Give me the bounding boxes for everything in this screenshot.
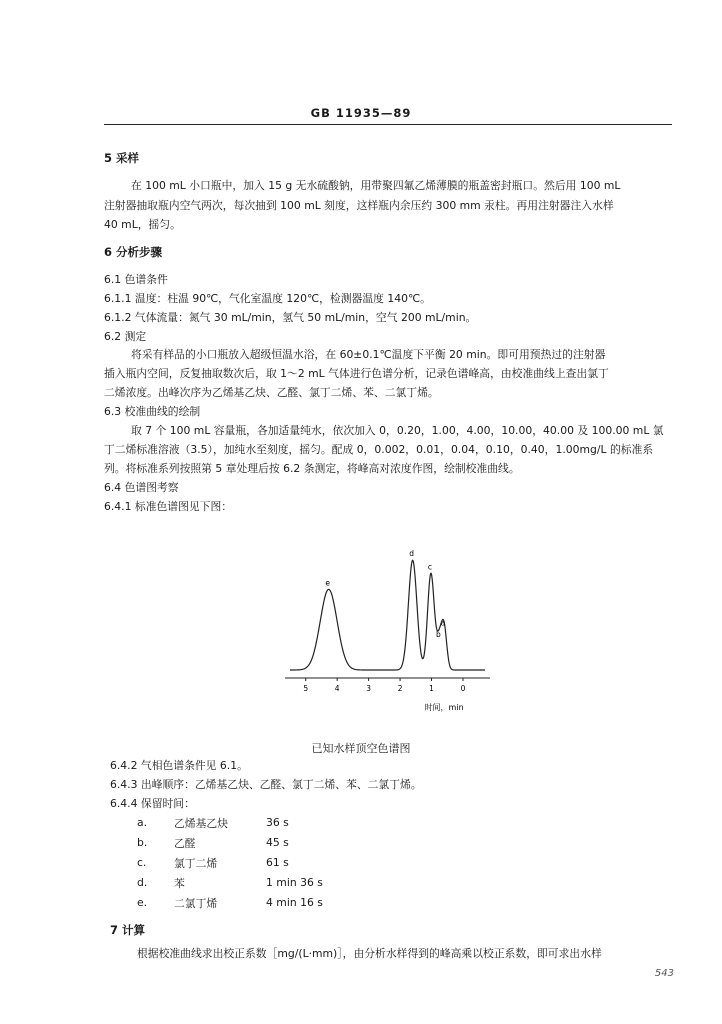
retention-compound: 氯丁二烯: [174, 857, 218, 870]
retention-compound: 乙烯基乙炔: [174, 817, 228, 830]
sec-6-3: 6.3 校准曲线的绘制: [104, 405, 201, 418]
retention-time: 61 s: [266, 856, 289, 869]
chromatogram-chart: [280, 540, 495, 720]
sec-6-4-3: 6.4.3 出峰顺序：乙烯基乙炔、乙醛、氯丁二烯、苯、二氯丁烯。: [110, 778, 422, 791]
sec-6-4-2: 6.4.2 气相色谱条件见 6.1。: [110, 759, 248, 772]
retention-time: 1 min 36 s: [266, 876, 323, 889]
x-axis-label: 时间，min: [424, 703, 464, 712]
sec-6-1-1: 6.1.1 温度：柱温 90℃，气化室温度 120℃，检测器温度 140℃。: [104, 292, 431, 305]
sec-6-2: 6.2 测定: [104, 330, 147, 343]
x-tick-label: 4: [334, 684, 340, 693]
sec-6-3-line-2: 丁二烯标准溶液（3.5），加纯水至刻度，摇匀。配成 0，0.002，0.01，0.04，0.10，0.40，1.00mg/L 的标准系: [104, 443, 654, 456]
retention-time: 36 s: [266, 816, 289, 829]
chromatogram-trace: [290, 560, 485, 670]
sec-6-4-4: 6.4.4 保留时间：: [110, 797, 195, 810]
sec5-line-1: 在 100 mL 小口瓶中，加入 15 g 无水硫酸钠，用带聚四氟乙烯薄膜的瓶盖密封瓶口。然后用 100 mL: [131, 179, 621, 192]
peak-label: a: [440, 618, 446, 628]
sec-6-1-2: 6.1.2 气体流量：氮气 30 mL/min，氢气 50 mL/min，空气 200 mL/min。: [104, 311, 477, 324]
x-tick-label: 0: [460, 684, 466, 693]
retention-time: 45 s: [266, 836, 289, 849]
peak-label: d: [409, 549, 415, 559]
peak-label: b: [436, 629, 441, 639]
sec-6-2-line-3: 二烯浓度。出峰次序为乙烯基乙炔、乙醛、氯丁二烯、苯、二氯丁烯。: [104, 386, 439, 399]
retention-compound: 苯: [174, 877, 185, 890]
x-tick-label: 5: [303, 684, 309, 693]
sec-6-3-line-1: 取 7 个 100 mL 容量瓶，各加适量纯水，依次加入 0，0.20，1.00，4.00，10.00，40.00 及 100.00 mL 氯: [131, 424, 664, 437]
x-tick-label: 3: [366, 684, 372, 693]
sec-6-4: 6.4 色谱图考察: [104, 481, 179, 494]
chart-caption: 已知水样顶空色谱图: [311, 742, 411, 755]
sec-6-2-line-1: 将采有样品的小口瓶放入超级恒温水浴，在 60±0.1℃温度下平衡 20 min。即可用预热过的注射器: [131, 348, 606, 361]
sec-6-1: 6.1 色谱条件: [104, 273, 168, 286]
retention-letter: d.: [137, 876, 148, 889]
x-tick-label: 2: [397, 684, 403, 693]
retention-compound: 二氯丁烯: [174, 897, 218, 910]
retention-letter: c.: [137, 856, 147, 869]
sec-6-4-1: 6.4.1 标准色谱图见下图：: [104, 500, 233, 513]
x-tick-label: 1: [429, 684, 434, 693]
sec5-line-3: 40 mL，摇匀。: [104, 218, 181, 231]
sec-6-2-line-2: 插入瓶内空间，反复抽取数次后，取 1～2 mL 气体进行色谱分析，记录色谱峰高，由校准曲线上查出氯丁: [104, 367, 609, 380]
page-header: GB 11935—89: [310, 106, 412, 120]
page-number: 543: [654, 968, 674, 979]
retention-compound: 乙醛: [174, 837, 196, 850]
peak-label: e: [325, 578, 330, 588]
sec-7-line: 根据校准曲线求出校正系数［mg/(L·mm)］，由分析水样得到的峰高乘以校正系数，即可求出水样: [137, 947, 602, 960]
section-6-title: 6 分析步骤: [104, 245, 163, 259]
retention-time: 4 min 16 s: [266, 896, 323, 909]
retention-letter: e.: [137, 896, 148, 909]
section-7-title: 7 计算: [110, 923, 146, 937]
section-5-title: 5 采样: [104, 151, 140, 165]
sec5-line-2: 注射器抽取瓶内空气两次，每次抽到 100 mL 刻度，这样瓶内余压约 300 mm 汞柱。再用注射器注入水样: [104, 199, 614, 212]
retention-letter: b.: [137, 836, 148, 849]
header-rule: [104, 124, 672, 125]
retention-letter: a.: [137, 816, 148, 829]
peak-label: c: [427, 562, 432, 572]
sec-6-3-line-3: 列。将标准系列按照第 5 章处理后按 6.2 条测定，将峰高对浓度作图，绘制校准曲线。: [104, 462, 520, 475]
